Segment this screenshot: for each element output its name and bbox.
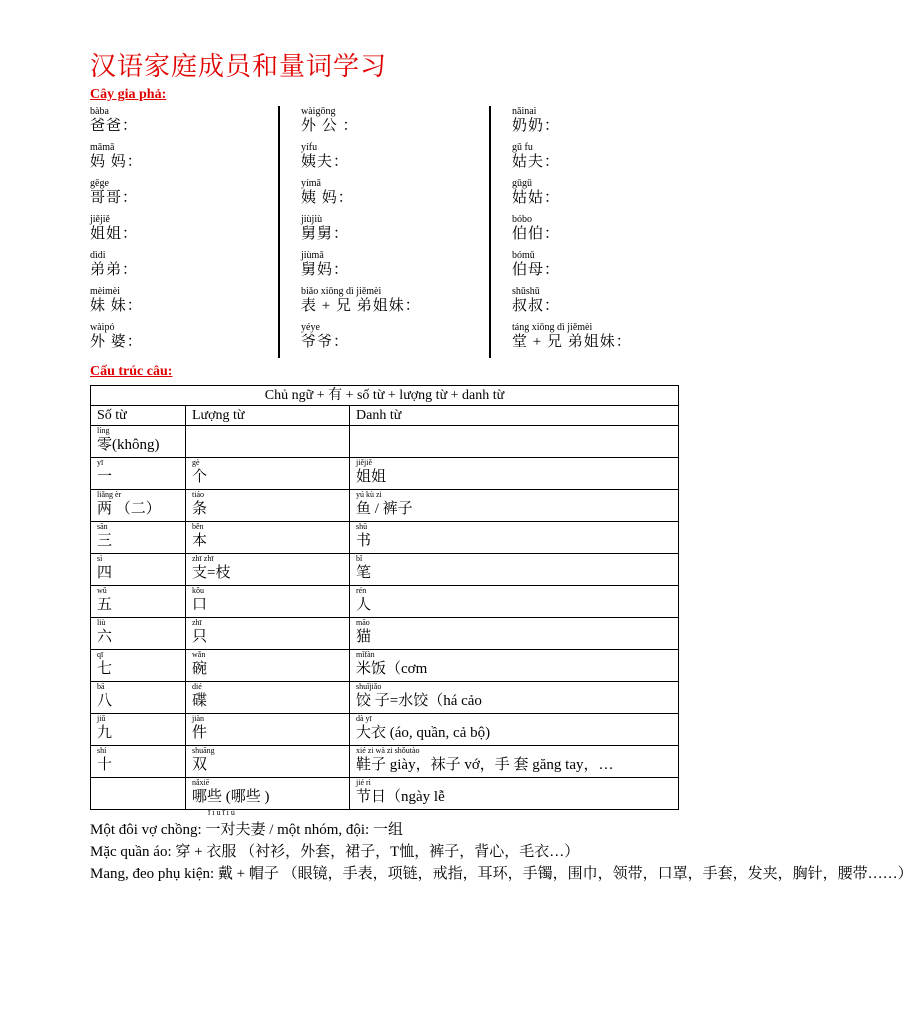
pinyin: gūgū	[512, 178, 532, 189]
pinyin: yú kù zi	[356, 490, 382, 499]
hanzi: 大衣 (áo, quần, cả bộ)	[356, 725, 491, 741]
hanzi: 条	[192, 501, 208, 517]
pinyin: gè	[192, 458, 200, 467]
hanzi: 表 + 兄 弟姐妹：	[301, 298, 421, 314]
note-text: 穿 + 衣服 （衬衫，外套，裙子，T恤，裤子，背心，毛衣…）	[175, 844, 580, 860]
family-entry	[90, 106, 143, 135]
noun-cell	[350, 682, 679, 714]
formula: Chủ ngữ + 有 + số từ + lượng từ + danh từ	[91, 386, 679, 406]
hanzi: 六	[97, 629, 113, 645]
pinyin: yífu	[301, 142, 318, 153]
hanzi: 姐姐	[356, 469, 387, 485]
pinyin: bómǔ	[512, 250, 535, 261]
numeral-cell	[91, 554, 186, 586]
note-label: Mang, đeo phụ kiện:	[90, 866, 215, 882]
hanzi: 三	[97, 533, 113, 549]
numeral-cell	[91, 650, 186, 682]
measure-cell	[186, 458, 350, 490]
pinyin: dìdi	[90, 250, 106, 261]
noun-cell	[350, 746, 679, 778]
column-header: Lượng từ	[186, 406, 350, 426]
hanzi: 米饭（cơm	[356, 661, 428, 677]
pinyin: liǎng èr	[97, 490, 122, 499]
hanzi: 伯伯：	[512, 226, 561, 242]
table-row	[91, 682, 679, 714]
hanzi: 书	[356, 533, 372, 549]
column-divider	[489, 106, 491, 358]
hanzi: 鱼 / 裤子	[356, 501, 413, 517]
hanzi: 口	[192, 597, 208, 613]
pinyin: gēge	[90, 178, 109, 189]
pinyin: zhī	[192, 618, 202, 627]
hanzi: 奶奶：	[512, 118, 561, 134]
measure-cell	[186, 682, 350, 714]
table-row	[91, 714, 679, 746]
hanzi: 笔	[356, 565, 372, 581]
measure-cell	[186, 746, 350, 778]
family-entry	[90, 142, 143, 171]
measure-word-table	[90, 385, 679, 810]
hanzi: 猫	[356, 629, 372, 645]
family-column-2	[301, 106, 421, 358]
pinyin: mǐfàn	[356, 650, 375, 659]
note-label: Mặc quần áo:	[90, 844, 172, 860]
hanzi: 碟	[192, 693, 208, 709]
family-tree-heading: Cây gia phả:	[90, 87, 167, 102]
table-row	[91, 458, 679, 490]
family-entry	[301, 178, 421, 207]
hanzi: 哥哥：	[90, 190, 139, 206]
pinyin: nǎxiē	[192, 778, 210, 787]
measure-cell	[186, 618, 350, 650]
pinyin: gū fu	[512, 142, 533, 153]
pinyin: qī	[97, 650, 104, 659]
hanzi: 一	[97, 469, 113, 485]
measure-cell	[186, 714, 350, 746]
pinyin: jiùjiù	[301, 214, 323, 225]
hanzi: 支=枝	[192, 565, 231, 581]
hanzi: 饺 子=水饺（há cảo	[356, 693, 482, 709]
pinyin: běn	[192, 522, 204, 531]
pinyin: bàba	[90, 106, 109, 117]
pinyin: wǎn	[192, 650, 206, 659]
hanzi: 两 （二）	[97, 501, 161, 517]
pinyin: wàipó	[90, 322, 115, 333]
noun-cell	[350, 458, 679, 490]
pinyin: jiàn	[192, 714, 204, 723]
family-entry	[512, 142, 632, 171]
pinyin: nǎinai	[512, 106, 537, 117]
column-divider	[278, 106, 280, 358]
pinyin: jiějiě	[90, 214, 110, 225]
family-entry	[90, 250, 143, 279]
measure-cell	[186, 490, 350, 522]
pinyin: rén	[356, 586, 367, 595]
table-row	[91, 618, 679, 650]
note-wear-accessories	[90, 862, 913, 883]
hanzi: 伯母：	[512, 262, 561, 278]
family-entry	[301, 142, 421, 171]
note-wear-clothes	[90, 840, 579, 861]
hanzi: 九	[97, 725, 113, 741]
noun-cell	[350, 618, 679, 650]
hanzi: 姑夫：	[512, 154, 561, 170]
pinyin: táng xiōng dì jiěmèi	[512, 322, 593, 333]
family-entry	[512, 250, 632, 279]
hanzi: 件	[192, 725, 208, 741]
numeral-cell	[91, 426, 186, 458]
pinyin: wàigōng	[301, 106, 336, 117]
hanzi: 弟弟：	[90, 262, 139, 278]
hanzi: 节日（ngày lễ	[356, 789, 445, 805]
noun-cell	[350, 778, 679, 810]
hanzi: 姨 妈：	[301, 190, 354, 206]
hanzi: 姨夫：	[301, 154, 350, 170]
pinyin: jiùmā	[301, 250, 324, 261]
hanzi: 舅妈：	[301, 262, 350, 278]
numeral-cell	[91, 586, 186, 618]
family-entry	[301, 106, 421, 135]
family-entry	[301, 250, 421, 279]
page-title: 汉语家庭成员和量词学习	[90, 52, 388, 81]
hanzi: 爷爷：	[301, 334, 350, 350]
hanzi: 外 婆：	[90, 334, 143, 350]
pinyin: shuāng	[192, 746, 215, 755]
hanzi: 爸爸：	[90, 118, 139, 134]
column-header: Danh từ	[350, 406, 679, 426]
family-entry	[512, 322, 632, 351]
hanzi: 外 公 ：	[301, 118, 359, 134]
family-entry	[512, 214, 632, 243]
hanzi: 叔叔：	[512, 298, 561, 314]
pinyin: jié rì	[356, 778, 371, 787]
numeral-cell	[91, 458, 186, 490]
hanzi: 姑姑：	[512, 190, 561, 206]
pinyin: sān	[97, 522, 108, 531]
hanzi: 本	[192, 533, 208, 549]
hanzi: 堂 + 兄 弟姐妹：	[512, 334, 632, 350]
pinyin: biǎo xiōng dì jiěmèi	[301, 286, 382, 297]
numeral-cell	[91, 490, 186, 522]
hanzi: 双	[192, 757, 208, 773]
noun-cell	[350, 714, 679, 746]
pinyin: tiáo	[192, 490, 204, 499]
structure-heading: Cấu trúc câu:	[90, 364, 173, 379]
numeral-cell	[91, 714, 186, 746]
table-row	[91, 490, 679, 522]
pinyin: kǒu	[192, 586, 204, 595]
pinyin: yímā	[301, 178, 321, 189]
numeral-cell	[91, 746, 186, 778]
table-row	[91, 522, 679, 554]
pinyin: māo	[356, 618, 370, 627]
measure-cell	[186, 650, 350, 682]
note-couple	[90, 818, 403, 839]
measure-cell	[186, 586, 350, 618]
noun-cell	[350, 554, 679, 586]
noun-cell	[350, 586, 679, 618]
hanzi: 八	[97, 693, 113, 709]
family-entry	[90, 286, 143, 315]
numeral-cell	[91, 682, 186, 714]
pinyin: bóbo	[512, 214, 532, 225]
note-text: 戴 + 帽子 （眼镜，手表，项链，戒指，耳环，手镯，围巾，领带，口罩，手套，发夹，胸针，腰带……）	[217, 866, 913, 882]
hanzi: 零(không)	[97, 437, 160, 453]
family-entry	[90, 214, 143, 243]
pinyin: wǔ	[97, 586, 107, 595]
pinyin: shuǐjiǎo	[356, 682, 382, 691]
hanzi: 个	[192, 469, 208, 485]
noun-cell	[350, 522, 679, 554]
pinyin	[97, 778, 185, 788]
pinyin: jiǔ	[97, 714, 106, 723]
pinyin: xié zi wà zi shǒutào	[356, 746, 420, 755]
table-row	[91, 586, 679, 618]
note-label: Một đôi vợ chồng:	[90, 822, 202, 838]
pinyin: dà yī	[356, 714, 372, 723]
measure-cell	[186, 778, 350, 810]
measure-cell	[186, 554, 350, 586]
note-text: 一对夫妻 / một nhóm, đội: 一组	[205, 822, 403, 838]
measure-cell	[186, 426, 350, 458]
pinyin: shū	[356, 522, 368, 531]
pinyin: shūshū	[512, 286, 540, 297]
measure-cell	[186, 522, 350, 554]
noun-cell	[350, 426, 679, 458]
family-entry	[301, 286, 421, 315]
hanzi: 七	[97, 661, 113, 677]
pinyin: mèimèi	[90, 286, 120, 297]
pinyin: sì	[97, 554, 103, 563]
table-row	[91, 746, 679, 778]
pinyin: māmā	[90, 142, 115, 153]
table-row	[91, 426, 679, 458]
hanzi: 四	[97, 565, 113, 581]
pinyin: yéye	[301, 322, 320, 333]
pinyin	[192, 426, 349, 436]
family-entry	[301, 322, 421, 351]
hanzi: 姐姐：	[90, 226, 139, 242]
numeral-cell	[91, 778, 186, 810]
family-entry	[90, 178, 143, 207]
numeral-cell	[91, 618, 186, 650]
family-column-1	[90, 106, 143, 358]
hanzi: 鞋子 giày，袜子 vớ，手 套 găng tay，…	[356, 757, 614, 773]
hanzi: 碗	[192, 661, 208, 677]
table-row	[91, 650, 679, 682]
column-header: Số từ	[91, 406, 186, 426]
formula-row	[91, 386, 679, 406]
pinyin: bā	[97, 682, 105, 691]
family-column-3	[512, 106, 632, 358]
family-entry	[301, 214, 421, 243]
family-entry	[512, 106, 632, 135]
pinyin: líng	[97, 426, 110, 435]
numeral-cell	[91, 522, 186, 554]
hanzi: 五	[97, 597, 113, 613]
family-entry	[512, 286, 632, 315]
hanzi: 舅舅：	[301, 226, 350, 242]
pinyin: dié	[192, 682, 202, 691]
table-row	[91, 554, 679, 586]
pinyin: jiějiě	[356, 458, 372, 467]
noun-cell	[350, 490, 679, 522]
hanzi: 十	[97, 757, 113, 773]
pinyin: shí	[97, 746, 107, 755]
header-row	[91, 406, 679, 426]
hanzi: 妈 妈：	[90, 154, 143, 170]
hanzi: 哪些 (哪些 )	[192, 789, 270, 805]
pinyin: bǐ	[356, 554, 363, 563]
pinyin: yī	[97, 458, 104, 467]
pinyin: liù	[97, 618, 106, 627]
hanzi: 人	[356, 597, 372, 613]
hanzi: 妹 妹：	[90, 298, 143, 314]
pinyin	[356, 426, 678, 436]
pinyin: zhī zhī	[192, 554, 214, 563]
noun-cell	[350, 650, 679, 682]
note-pinyin: ī ì ū ī ì ǔ	[208, 808, 235, 817]
family-entry	[512, 178, 632, 207]
table-row	[91, 778, 679, 810]
family-entry	[90, 322, 143, 351]
hanzi: 只	[192, 629, 208, 645]
